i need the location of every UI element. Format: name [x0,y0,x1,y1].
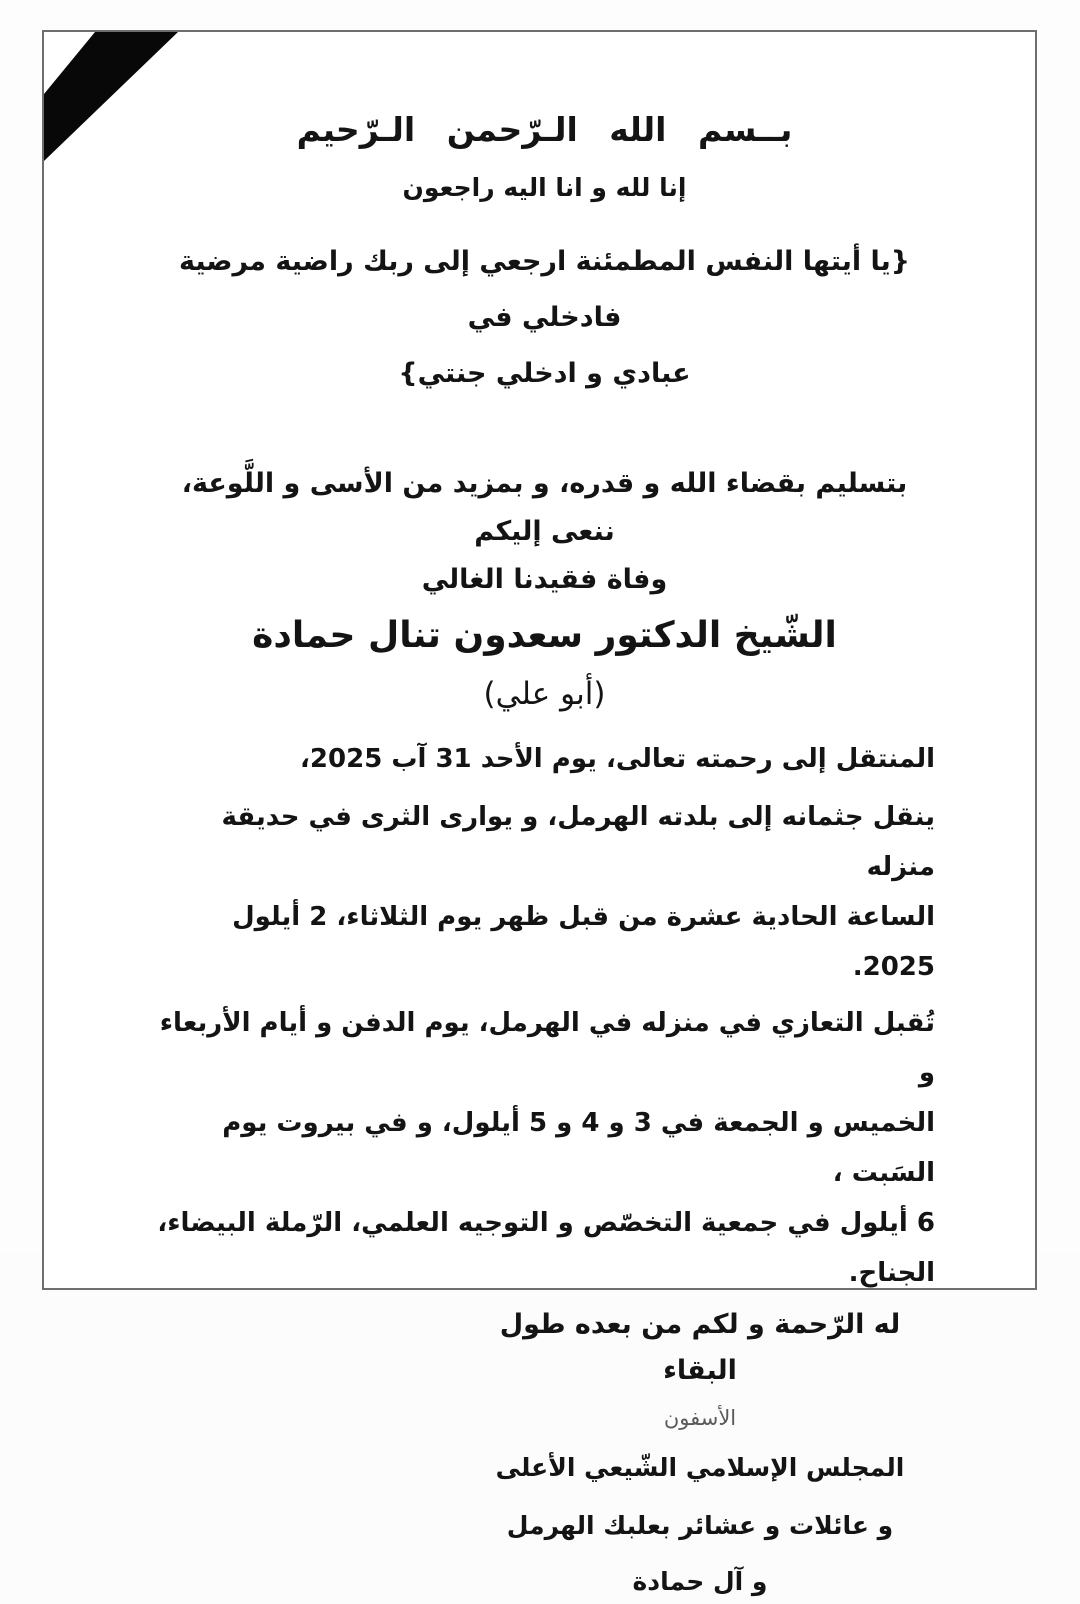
deceased-name: الشّيخ الدكتور سعدون تنال حمادة [252,615,837,656]
announcement-line-2: وفاة فقيدنا الغالي [421,564,668,595]
farewell-line: له الرّحمة و لكم من بعده طول البقاء [499,1309,901,1386]
closing-block [465,1302,935,1604]
istirjaa-line: إنا لله و انا اليه راجعون [402,173,687,202]
death-date-line: المنتقل إلى رحمته تعالى، يوم الأحد 31 آب 2025، [300,744,935,774]
burial-line-2: الساعة الحادية عشرة من قبل ظهر يوم الثلاثاء، 2 أيلول 2025. [232,902,935,982]
mourner-signature-1: المجلس الإسلامي الشّيعي الأعلى [495,1453,905,1482]
burial-line-1: ينقل جثمانه إلى بلدته الهرمل، و يوارى الثرى في حديقة منزله [221,802,935,882]
mourners-label: الأسفون [663,1406,737,1430]
announcement-line-1: بتسليم بقضاء الله و قدره، و بمزيد من الأسى و اللَّوعة، ننعى إليكم [181,468,908,547]
mourner-signature-3: و آل حمادة [632,1567,768,1596]
condolences-line-2: الخميس و الجمعة في 3 و 4 و 5 أيلول، و في بيروت يوم السَبت ، [222,1108,935,1188]
quran-verse-line-1: {يا أيتها النفس المطمئنة ارجعي إلى ربك راضية مرضية فادخلي في [178,246,911,333]
obituary-content [44,32,1035,1604]
burial-paragraph [154,792,935,992]
basmala-line: بــسم الله الـرّحمن الـرّحيم [296,110,793,149]
condolences-paragraph [154,998,935,1298]
condolences-line-1: تُقبل التعازي في منزله في الهرمل، يوم الدفن و أيام الأربعاء و [159,1008,935,1088]
quran-verse [154,234,935,402]
deceased-kunya: (أبو علي) [483,676,606,712]
mourner-signature-2: و عائلات و عشائر بعلبك الهرمل [506,1511,894,1540]
condolences-line-3: 6 أيلول في جمعية التخصّص و التوجيه العلمي، الرّملة البيضاء، [157,1208,935,1238]
quran-verse-line-2: عبادي و ادخلي جنتي} [398,358,691,389]
announcement-paragraph [154,460,935,604]
condolences-line-4: الجناح. [848,1258,935,1288]
